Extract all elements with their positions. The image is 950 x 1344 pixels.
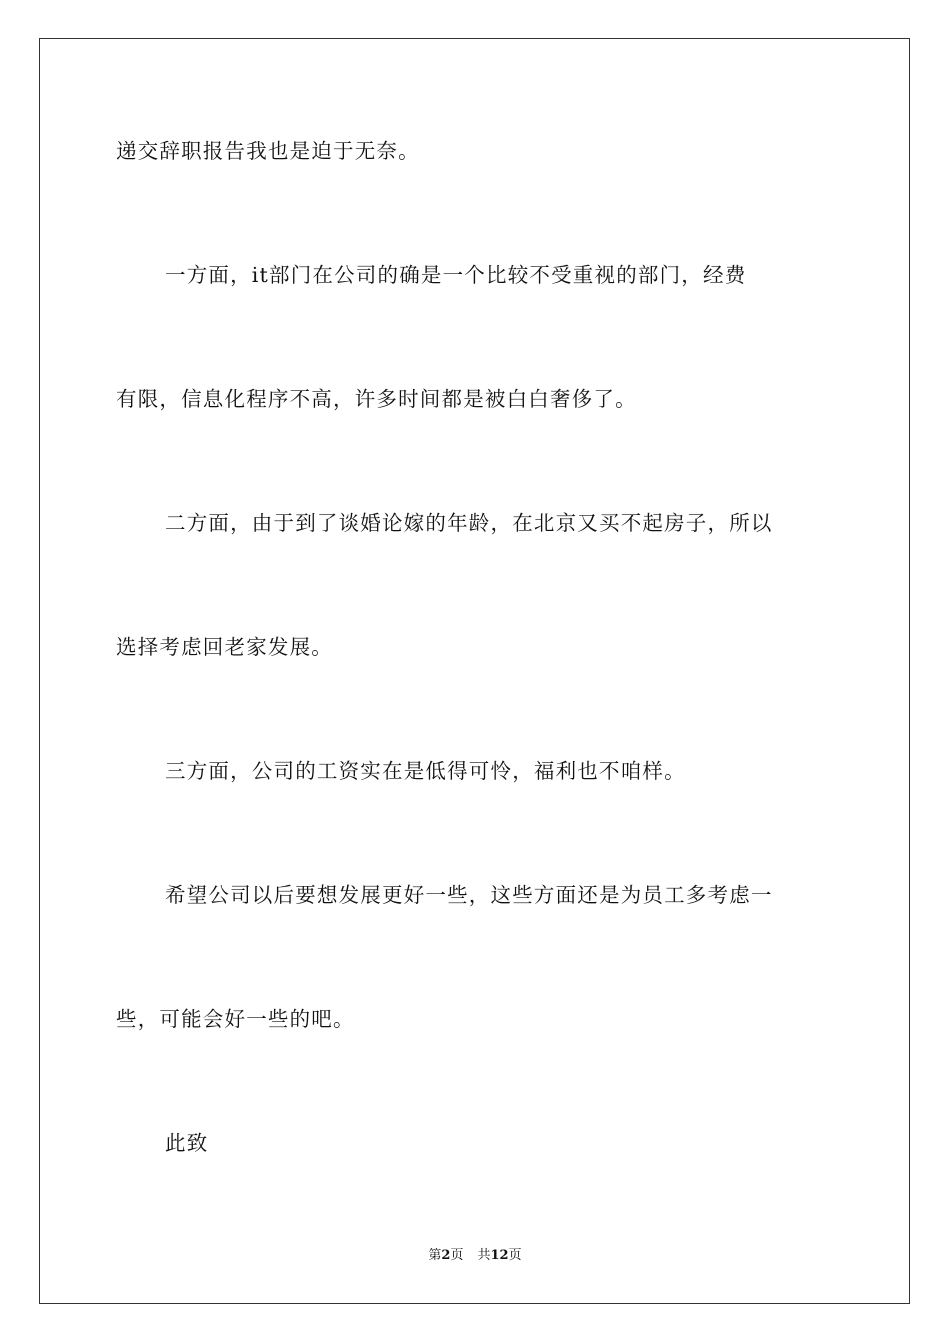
paragraph-line-7: 希望公司以后要想发展更好一些，这些方面还是为员工多考虑一: [165, 883, 773, 907]
page-suffix: 页: [450, 1248, 464, 1263]
total-prefix: 共: [477, 1248, 491, 1263]
paragraph-line-5: 选择考虑回老家发展。: [116, 635, 333, 659]
paragraph-line-1: 递交辞职报告我也是迫于无奈。: [116, 139, 420, 163]
total-suffix: 页: [508, 1248, 522, 1263]
paragraph-line-4: 二方面，由于到了谈婚论嫁的年龄，在北京又买不起房子，所以: [165, 511, 773, 535]
paragraph-line-3: 有限，信息化程序不高，许多时间都是被白白奢侈了。: [116, 387, 637, 411]
page-number: 2: [441, 1248, 451, 1263]
paragraph-line-6: 三方面，公司的工资实在是低得可怜，福利也不咱样。: [165, 759, 686, 783]
paragraph-line-2: 一方面，it部门在公司的确是一个比较不受重视的部门，经费: [165, 263, 747, 287]
paragraph-line-8: 些，可能会好一些的吧。: [116, 1007, 355, 1031]
page-footer: [0, 1246, 950, 1266]
total-pages: 12: [490, 1248, 509, 1263]
page-prefix: 第: [428, 1248, 442, 1263]
page-border: [39, 38, 910, 1304]
closing-salutation: 此致: [165, 1131, 209, 1155]
